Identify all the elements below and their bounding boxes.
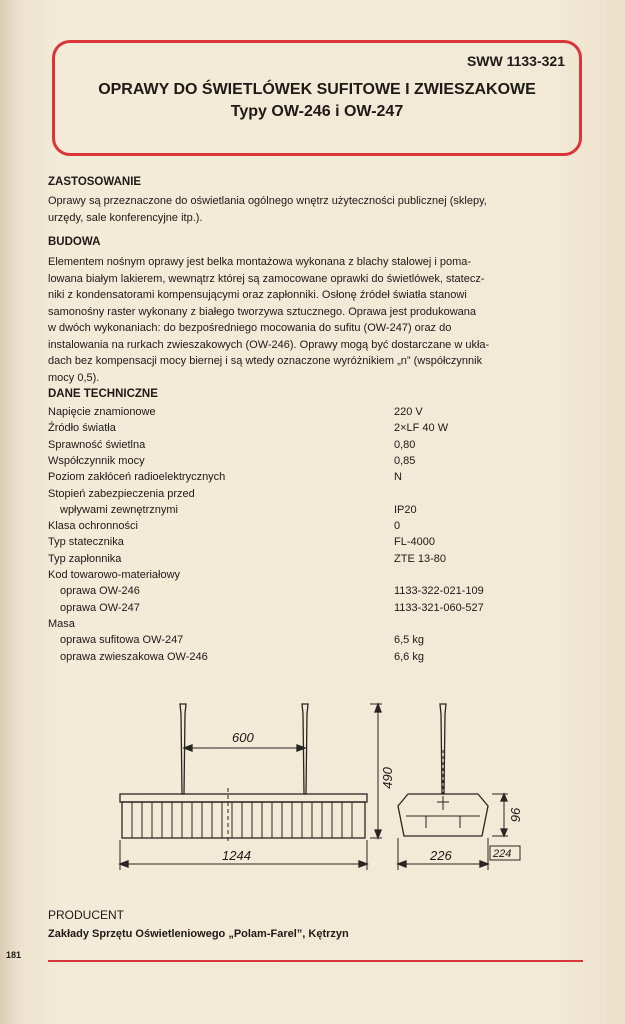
bottom-rule (48, 960, 583, 962)
spec-row (48, 651, 548, 667)
heading-budowa: BUDOWA (48, 236, 101, 248)
spec-row (48, 536, 548, 552)
dim-600-label: 600 (232, 730, 254, 745)
spec-row (48, 569, 548, 585)
spec-value: FL-4000 (394, 536, 435, 549)
budowa-line: instalowania na rurkach zwieszakowych (OW-246). Oprawy mogą być dostarczane w ukła- (48, 338, 490, 351)
spec-value: 0,85 (394, 454, 416, 467)
spec-value: 2×LF 40 W (394, 422, 449, 435)
spec-row (48, 439, 548, 455)
spec-value: IP20 (394, 503, 417, 516)
spec-value: 0,80 (394, 438, 416, 451)
spec-label: oprawa OW-246 (60, 585, 140, 598)
heading-zastosowanie: ZASTOSOWANIE (48, 176, 142, 188)
budowa-line: Elementem nośnym oprawy jest belka montażowa wykonana z blachy stalowej i poma- (48, 256, 472, 268)
paragraph-zastosowanie (48, 193, 588, 226)
spec-value: 1133-321-060-527 (394, 601, 484, 614)
dim-96-label: 96 (508, 807, 523, 823)
spec-label: Współczynnik mocy (48, 454, 145, 467)
spec-row (48, 520, 548, 536)
dim-1244-label: 1244 (222, 848, 251, 863)
spec-value: 1133-322-021-109 (394, 585, 484, 598)
technical-drawing (100, 690, 580, 890)
spec-row (48, 488, 548, 504)
spec-label: Masa (48, 617, 75, 630)
spec-label: Poziom zakłóceń radioelektrycznych (48, 471, 226, 484)
heading-producent: PRODUCENT (48, 908, 125, 922)
spec-label: oprawa zwieszakowa OW-246 (60, 650, 208, 663)
zastosowanie-line: urzędy, sale konferencyjne itp.). (48, 211, 203, 224)
spec-label: Klasa ochronności (48, 520, 138, 533)
spec-label: wpływami zewnętrznymi (60, 503, 178, 516)
page-subtitle: Typy OW-246 i OW-247 (230, 103, 404, 120)
spec-row (48, 553, 548, 569)
budowa-line: w dwóch wykonaniach: do bezpośredniego mocowania do sufitu (OW-247) oraz do (48, 322, 452, 334)
budowa-line: samonośny raster wykonany z białego tworzywa sztucznego. Oprawa jest produkowana (48, 305, 476, 318)
spec-label: Kod towarowo-materiałowy (48, 569, 181, 581)
spec-row (48, 406, 548, 422)
spec-row (48, 455, 548, 471)
spec-row (48, 504, 548, 520)
spec-row (48, 471, 548, 487)
budowa-line: mocy 0,5). (48, 371, 100, 384)
spec-label: Źródło światła (48, 422, 116, 435)
budowa-line: dach bez kompensacji mocy biernej i są wtedy oznaczone wyróżnikiem „n” (współczynnik (48, 355, 483, 367)
luminaire-raster (122, 802, 365, 838)
spec-label: Typ zapłonnika (48, 552, 122, 565)
spec-label: oprawa sufitowa OW-247 (60, 634, 184, 647)
spec-value: 0 (394, 520, 401, 533)
spec-value: 6,5 kg (394, 634, 424, 647)
spec-value: 220 V (394, 406, 423, 418)
spec-label: oprawa OW-247 (60, 601, 140, 614)
spec-row (48, 618, 548, 634)
page-title: OPRAWY DO ŚWIETLÓWEK SUFITOWE I ZWIESZAKOWE (98, 81, 536, 98)
dim-224-label: 224 (493, 848, 512, 860)
spec-value: 6,6 kg (394, 650, 424, 663)
spec-label: Stopień zabezpieczenia przed (48, 487, 195, 500)
header-box (52, 40, 582, 156)
spec-label: Napięcie znamionowe (48, 406, 156, 418)
standard-code: SWW 1133-321 (466, 53, 565, 69)
luminaire-body (120, 794, 367, 802)
budowa-line: lowana białym lakierem, wewnątrz której są zamocowane oprawki do świetlówek, statecz- (48, 272, 485, 285)
producer-name: Zakłady Sprzętu Oświetleniowego „Polam-Farel”, Kętrzyn (48, 928, 349, 940)
zastosowanie-line: Oprawy są przeznaczone do oświetlania ogólnego wnętrz użyteczności publicznej (sklepy, (48, 195, 487, 207)
page-number: 181 (6, 950, 22, 960)
spec-row (48, 422, 548, 438)
spec-row (48, 634, 548, 650)
spec-value: N (394, 471, 402, 484)
spec-value: ZTE 13-80 (394, 552, 446, 565)
spec-row (48, 585, 548, 601)
paragraph-budowa (48, 254, 588, 386)
dim-226-label: 226 (430, 848, 452, 863)
dim-490-label: 490 (380, 767, 395, 789)
budowa-line: niki z kondensatorami kompensującymi oraz zapłonniki. Osłonę źródeł światła stanowi (48, 289, 467, 301)
spec-label: Typ statecznika (48, 536, 124, 549)
heading-dane-techniczne: DANE TECHNICZNE (48, 388, 158, 400)
spec-row (48, 602, 548, 618)
spec-label: Sprawność świetlna (48, 438, 146, 451)
